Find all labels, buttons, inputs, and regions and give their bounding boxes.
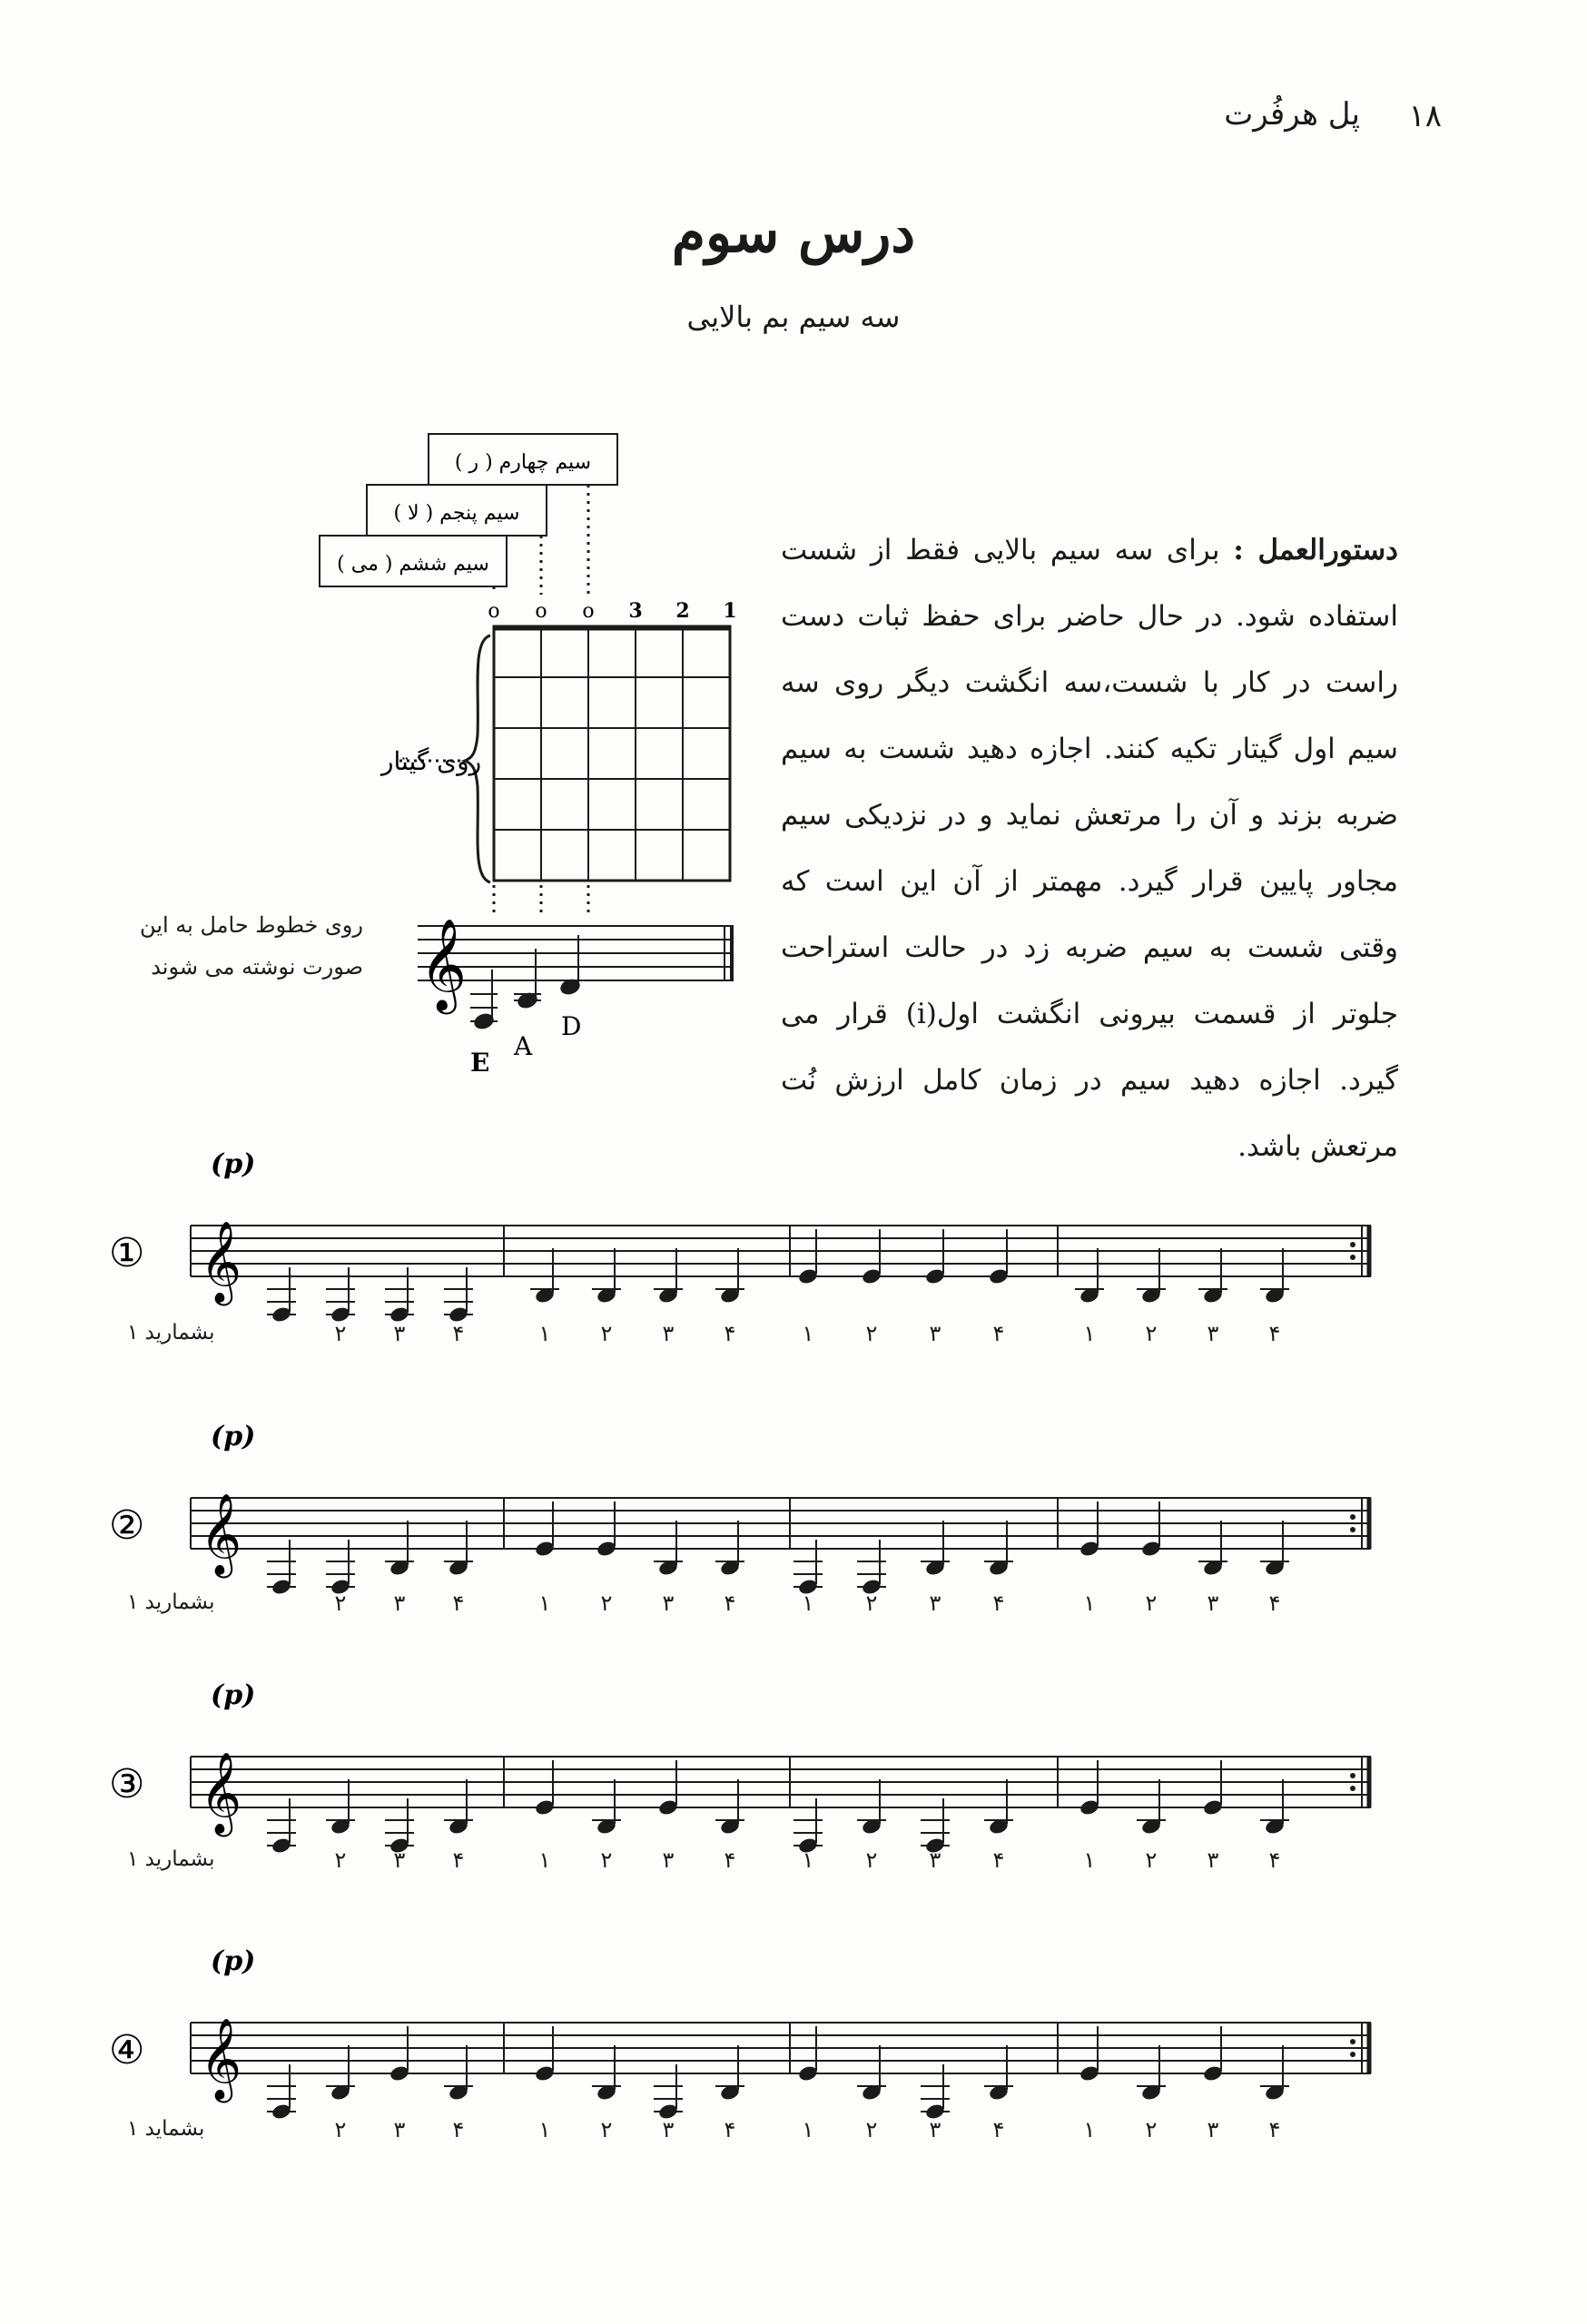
count-number: ۱ <box>1083 2117 1096 2142</box>
count-number: ۴ <box>452 1321 465 1346</box>
count-number: ۲ <box>1145 2117 1158 2142</box>
count-number: ۴ <box>1268 1847 1281 1873</box>
lesson-title: درس سوم <box>671 202 916 265</box>
count-number: ۴ <box>452 2117 465 2142</box>
count-number: ۲ <box>1145 1590 1158 1616</box>
count-number: ۴ <box>724 1321 736 1346</box>
treble-clef-icon: 𝄞 <box>200 1752 242 1834</box>
instructions-body: برای سه سیم بالایی فقط از شست استفاده شود. در حال حاضر برای حفظ ثبات دست راست در کار با شست،سه انگشت دیگر روی سه سیم اول گیتار تکیه کنند. اجازه دهید شست به سیم ضربه بزند و آن را مرتعش نماید و در نزدیکی سیم مجاور پایین قرار گیرد. مهمتر از آن این است که وقتی شست به سیم ضربه زد در حالت استراحت جلوتر از قسمت بیرونی انگشت اول(i) قرار می گیرد. اجازه دهید سیم در زمان کامل ارزش نُت مرتعش باشد. <box>781 534 1398 1163</box>
count-number: ۲ <box>600 2117 613 2142</box>
count-number: ۳ <box>393 1847 406 1873</box>
count-number: ۳ <box>929 2117 941 2142</box>
treble-clef-icon: 𝄞 <box>200 2018 242 2100</box>
staff-note-line-1: روی خطوط حامل به این <box>140 912 363 938</box>
count-number: ۱ <box>1083 1590 1096 1616</box>
fingering-mark: (p) <box>211 1421 256 1452</box>
string-number-1: 1 <box>723 599 737 623</box>
exercise-number: ① <box>109 1230 145 1276</box>
fretboard-label: روی گیتار <box>381 746 482 776</box>
count-number: ۱ <box>802 1321 814 1346</box>
count-number: ۲ <box>600 1321 613 1346</box>
treble-clef-icon: 𝄞 <box>419 917 468 1010</box>
note-name-a: A <box>514 1031 533 1061</box>
count-number: ۲ <box>865 1847 878 1873</box>
open-marker-4: o <box>582 600 595 623</box>
count-label: بشمارید ۱ <box>127 1321 215 1344</box>
fingering-mark: (p) <box>211 1679 256 1711</box>
note-name-d: D <box>561 1011 582 1041</box>
exercise-number: ③ <box>109 1761 145 1807</box>
count-number: ۲ <box>1145 1847 1158 1873</box>
label-sixth-string: سیم ششم ( می ) <box>337 553 489 576</box>
label-fifth-string: سیم پنجم ( لا ) <box>393 502 520 525</box>
count-number: ۳ <box>393 1321 406 1346</box>
count-number: ۱ <box>802 1590 814 1616</box>
count-number: ۱ <box>802 1847 814 1873</box>
count-number: ۲ <box>865 1321 878 1346</box>
exercise-number: ④ <box>109 2027 145 2073</box>
count-number: ۳ <box>1207 1321 1219 1346</box>
count-number: ۳ <box>1207 2117 1219 2142</box>
treble-clef-icon: 𝄞 <box>200 1221 242 1303</box>
open-marker-6: o <box>488 600 500 623</box>
exercise-number: ② <box>109 1502 145 1549</box>
count-number: ۳ <box>662 1321 675 1346</box>
count-number: ۳ <box>393 1590 406 1616</box>
running-title: پل هرفُرت <box>1224 96 1360 133</box>
count-number: ۳ <box>1207 1590 1219 1616</box>
lesson-subtitle: سه سیم بم بالایی <box>686 300 901 334</box>
note-name-e: E <box>470 1048 490 1078</box>
count-number: ۴ <box>1268 2117 1281 2142</box>
count-number: ۲ <box>334 1590 347 1616</box>
page-number: ۱۸ <box>1408 98 1442 134</box>
count-number: ۴ <box>724 2117 736 2142</box>
count-number: ۳ <box>662 1590 675 1616</box>
count-number: ۴ <box>724 1847 736 1873</box>
string-number-3: 3 <box>628 599 643 623</box>
count-number: ۱ <box>538 1847 551 1873</box>
fingering-mark: (p) <box>211 1945 256 1977</box>
string-number-2: 2 <box>675 599 690 623</box>
treble-clef-icon: 𝄞 <box>200 1493 242 1575</box>
count-number: ۴ <box>1268 1321 1281 1346</box>
count-number: ۱ <box>538 2117 551 2142</box>
count-number: ۲ <box>1145 1321 1158 1346</box>
count-label: بشماید ۱ <box>127 2117 205 2141</box>
open-marker-5: o <box>535 600 547 623</box>
count-number: ۲ <box>334 2117 347 2142</box>
count-number: ۲ <box>865 2117 878 2142</box>
instructions-heading: دستورالعمل : <box>1233 534 1398 566</box>
fingering-mark: (p) <box>211 1148 256 1180</box>
count-number: ۴ <box>1268 1590 1281 1616</box>
count-label: بشمارید ۱ <box>127 1847 215 1871</box>
count-number: ۲ <box>600 1847 613 1873</box>
count-number: ۱ <box>538 1590 551 1616</box>
count-number: ۳ <box>662 1847 675 1873</box>
count-number: ۱ <box>538 1321 551 1346</box>
count-number: ۳ <box>929 1847 941 1873</box>
count-number: ۳ <box>1207 1847 1219 1873</box>
count-number: ۴ <box>452 1590 465 1616</box>
count-number: ۴ <box>992 1590 1005 1616</box>
count-number: ۳ <box>929 1590 941 1616</box>
count-number: ۲ <box>334 1321 347 1346</box>
count-label: بشمارید ۱ <box>127 1590 215 1614</box>
count-number: ۴ <box>992 2117 1005 2142</box>
count-number: ۳ <box>662 2117 675 2142</box>
count-number: ۳ <box>393 2117 406 2142</box>
count-number: ۲ <box>334 1847 347 1873</box>
label-fourth-string: سیم چهارم ( ر ) <box>454 451 592 474</box>
count-number: ۱ <box>802 2117 814 2142</box>
count-number: ۴ <box>724 1590 736 1616</box>
count-number: ۲ <box>865 1590 878 1616</box>
count-number: ۴ <box>992 1321 1005 1346</box>
count-number: ۴ <box>452 1847 465 1873</box>
count-number: ۳ <box>929 1321 941 1346</box>
count-number: ۱ <box>1083 1847 1096 1873</box>
count-number: ۴ <box>992 1847 1005 1873</box>
count-number: ۱ <box>1083 1321 1096 1346</box>
staff-note-line-2: صورت نوشته می شوند <box>151 954 363 980</box>
count-number: ۲ <box>600 1590 613 1616</box>
